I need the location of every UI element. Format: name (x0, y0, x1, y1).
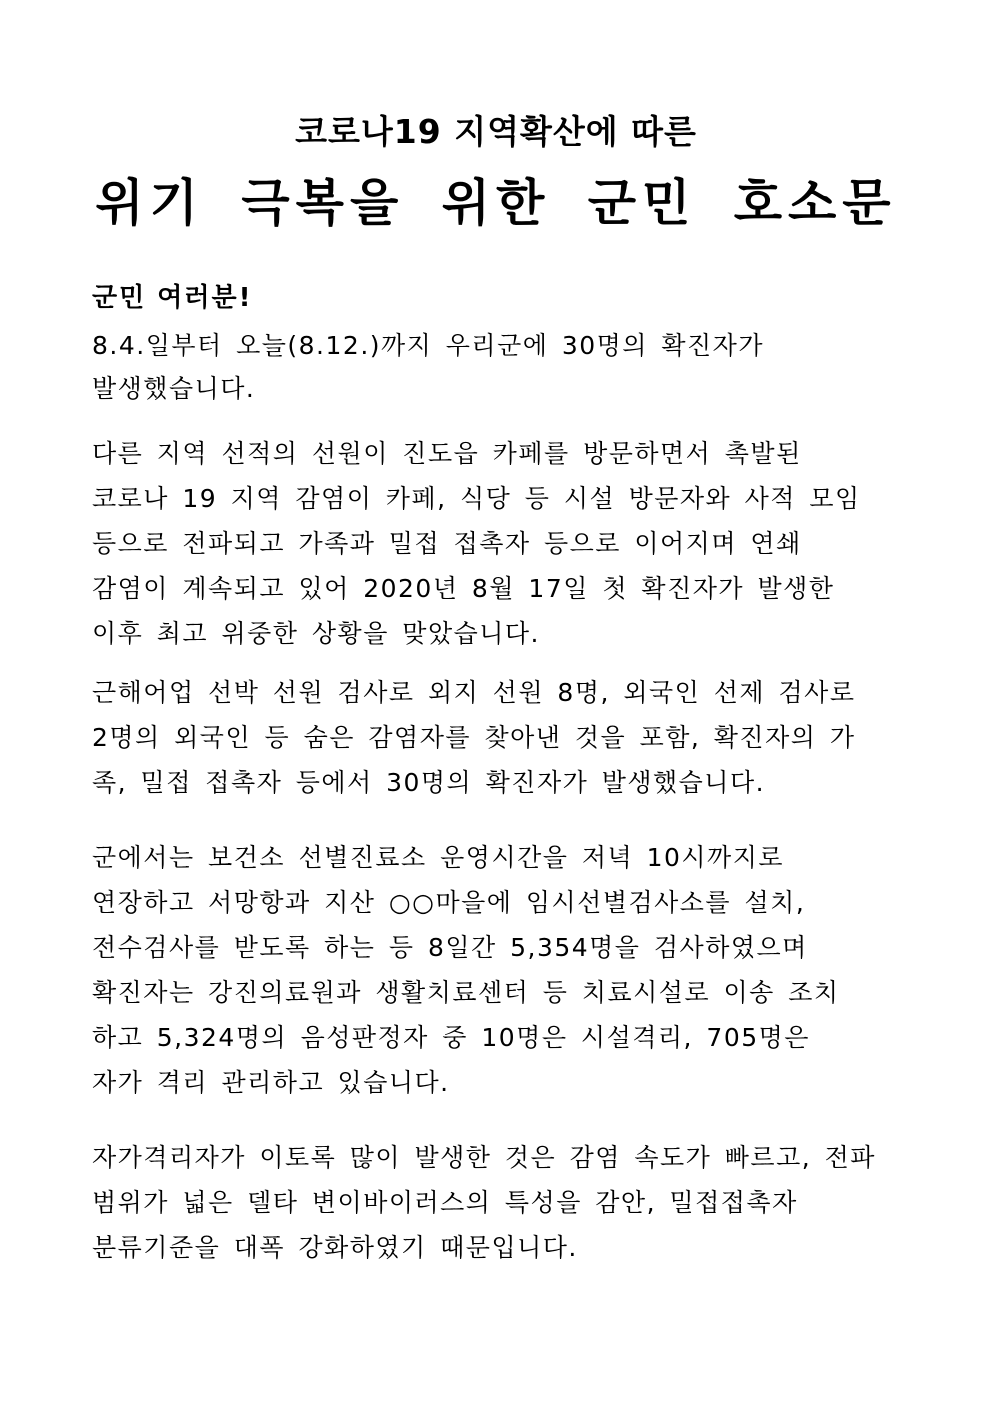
text-line: 자가격리자가 이토록 많이 발생한 것은 감염 속도가 빠르고, 전파 (92, 1143, 876, 1172)
text-line: 8.4.일부터 오늘(8.12.)까지 우리군에 30명의 확진자가 (92, 331, 764, 360)
text-line: 2명의 외국인 등 숨은 감염자를 찾아낸 것을 포함, 확진자의 가 (92, 723, 856, 752)
text-line: 감염이 계속되고 있어 2020년 8월 17일 첫 확진자가 발생한 (92, 574, 835, 603)
paragraph-confirmed-cases (92, 324, 902, 410)
document-title: 위기 극복을 위한 군민 호소문 (95, 174, 897, 232)
text-line: 전수검사를 받도록 하는 등 8일간 5,354명을 검사하였으며 (92, 933, 808, 962)
text-line: 등으로 전파되고 가족과 밀접 접촉자 등으로 이어지며 연쇄 (92, 529, 802, 558)
text-line: 근해어업 선박 선원 검사로 외지 선원 8명, 외국인 선제 검사로 (92, 678, 856, 707)
text-line: 확진자는 강진의료원과 생활치료센터 등 치료시설로 이송 조치 (92, 978, 840, 1007)
text-line: 다른 지역 선적의 선원이 진도읍 카페를 방문하면서 촉발된 (92, 439, 802, 468)
text-line: 코로나 19 지역 감염이 카페, 식당 등 시설 방문자와 사적 모임 (92, 484, 861, 513)
paragraph-county-response (92, 835, 902, 1105)
document-subtitle: 코로나19 지역확산에 따른 (295, 112, 697, 151)
paragraph-isolation-reason (92, 1135, 902, 1270)
text-line: 하고 5,324명의 음성판정자 중 10명은 시설격리, 705명은 (92, 1023, 810, 1052)
text-line: 분류기준을 대폭 강화하였기 때문입니다. (92, 1233, 578, 1262)
text-line: 자가 격리 관리하고 있습니다. (92, 1068, 450, 1097)
paragraph-spread-situation (92, 431, 902, 656)
text-line: 이후 최고 위중한 상황을 맞았습니다. (92, 619, 540, 648)
text-line: 족, 밀접 접촉자 등에서 30명의 확진자가 발생했습니다. (92, 768, 766, 797)
text-line: 군에서는 보건소 선별진료소 운영시간을 저녁 10시까지로 (92, 843, 784, 872)
text-line: 범위가 넓은 델타 변이바이러스의 특성을 감안, 밀접접촉자 (92, 1188, 798, 1217)
paragraph-testing-results (92, 670, 902, 805)
text-line: 연장하고 서망항과 지산 ○○마을에 임시선별검사소를 설치, (92, 888, 806, 917)
greeting-heading: 군민 여러분! (92, 283, 253, 313)
text-line: 발생했습니다. (92, 374, 256, 403)
